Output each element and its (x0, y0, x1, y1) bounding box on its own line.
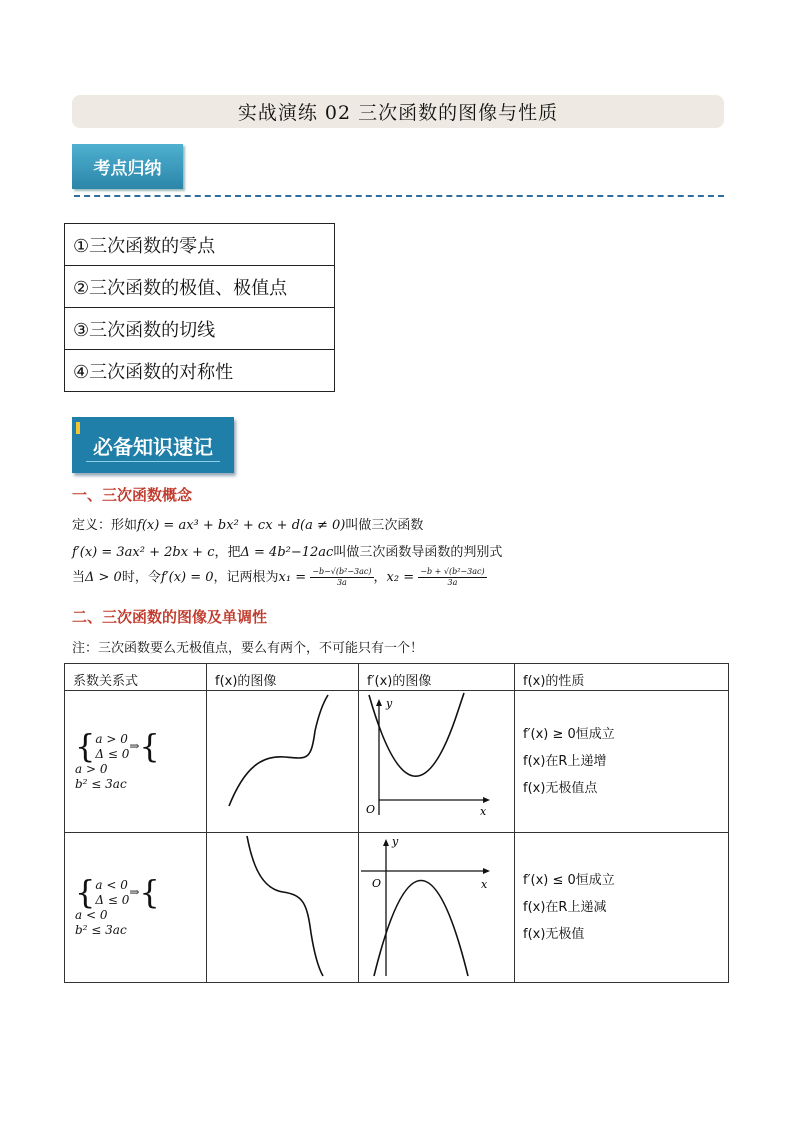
root-separator: ， (373, 570, 387, 585)
cond-line: a > 0 (75, 761, 108, 776)
properties-cell (515, 691, 729, 833)
fprime-graph-cell (359, 833, 515, 983)
properties-table (64, 663, 729, 983)
upward-parabola-graph (359, 691, 514, 828)
origin-label: O (372, 877, 382, 890)
note-line: 注：三次函数要么无极值点，要么有两个，不可能只有一个！ (72, 641, 424, 656)
cond-line: b² ≤ 3ac (75, 922, 127, 937)
when-suffix: ，记两根为 (213, 570, 279, 585)
fprime-graph-cell (359, 691, 515, 833)
implies-arrow: ⇒ (129, 885, 140, 899)
table-row (65, 691, 729, 833)
decreasing-cubic-graph (207, 833, 358, 978)
deriv-formula: f′(x) = 3ax² + 2bx + c (72, 545, 215, 560)
x2-fraction (418, 567, 486, 588)
dashed-divider (74, 195, 724, 197)
header-cell: f(x)的图像 (207, 664, 359, 691)
summary-badge-label: 考点归纳 (93, 159, 162, 179)
badge-tab-mark (76, 422, 80, 434)
cond-line: b² ≤ 3ac (75, 776, 127, 791)
property-item: f(x)在R上递增 (523, 754, 607, 769)
fx-graph-cell (207, 691, 359, 833)
implies-arrow: ⇒ (129, 739, 140, 753)
when-mid: 时，令 (121, 570, 161, 585)
def-suffix: 叫做三次函数 (345, 518, 424, 533)
header-cell: f(x)的性质 (515, 664, 729, 691)
deriv-suffix: 叫做三次函数导函数的判别式 (333, 545, 503, 560)
axis-x-label: x (480, 805, 487, 818)
fx-graph-cell (207, 833, 359, 983)
toc-item: ①三次函数的零点 (65, 224, 335, 266)
brace-icon: { (75, 727, 96, 766)
knowledge-badge-label: 必备知识速记 (93, 434, 213, 459)
title-bar (72, 95, 724, 128)
when-eq: f′(x) = 0 (160, 570, 214, 585)
header-cell: f′(x)的图像 (359, 664, 515, 691)
when-prefix: 当 (72, 570, 86, 585)
property-item: f′(x) ≤ 0恒成立 (523, 873, 615, 888)
cond-line: a > 0 (95, 731, 128, 746)
toc-item: ③三次函数的切线 (65, 308, 335, 350)
brace-icon: { (75, 873, 96, 912)
properties-list (515, 721, 728, 802)
downward-parabola-graph (359, 833, 514, 978)
section2-heading: 二、三次函数的图像及单调性 (72, 608, 268, 626)
x1-fraction (310, 567, 373, 588)
table-row (65, 833, 729, 983)
condition-expression (75, 873, 160, 937)
properties-list (515, 867, 728, 948)
roots-line (72, 566, 487, 588)
x1-denominator: 3a (336, 578, 347, 587)
property-item: f(x)无极值 (523, 927, 585, 942)
axis-y-label: y (386, 697, 393, 710)
when-cond: Δ > 0 (85, 570, 122, 585)
toc-item: ④三次函数的对称性 (65, 350, 335, 392)
condition-expression (75, 727, 160, 791)
property-item: f′(x) ≥ 0恒成立 (523, 727, 615, 742)
x2-numerator: −b + √(b²−3ac) (420, 567, 485, 576)
property-item: f(x)在R上递减 (523, 900, 607, 915)
def-formula: f(x) = ax³ + bx² + cx + d(a ≠ 0) (137, 518, 346, 533)
derivative-line (72, 541, 502, 560)
x1-label: x₁ = (278, 570, 307, 585)
summary-badge (72, 144, 183, 189)
brace-icon: { (139, 873, 160, 912)
property-item: f(x)无极值点 (523, 781, 598, 796)
deriv-mid: ，把 (214, 545, 241, 560)
disc-formula: Δ = 4b²−12ac (240, 545, 334, 560)
origin-label: O (366, 803, 376, 816)
knowledge-badge (72, 417, 234, 473)
axis-x-label: x (481, 878, 488, 891)
increasing-cubic-graph (207, 691, 358, 828)
condition-cell (65, 691, 207, 833)
cond-line: Δ ≤ 0 (95, 892, 130, 907)
page-title: 实战演练 02 三次函数的图像与性质 (237, 102, 559, 124)
cond-line: Δ ≤ 0 (95, 746, 130, 761)
x2-denominator: 3a (447, 578, 458, 587)
properties-cell (515, 833, 729, 983)
section1-heading: 一、三次函数概念 (72, 486, 193, 504)
header-cell: 系数关系式 (65, 664, 207, 691)
cond-line: a < 0 (75, 907, 108, 922)
toc-table (64, 223, 335, 392)
table-header-row (65, 664, 729, 691)
toc-item: ②三次函数的极值、极值点 (65, 266, 335, 308)
x1-numerator: −b−√(b²−3ac) (312, 567, 372, 576)
brace-icon: { (139, 727, 160, 766)
def-prefix: 定义：形如 (72, 518, 138, 533)
cond-line: a < 0 (95, 877, 128, 892)
definition-line (72, 514, 423, 533)
condition-cell (65, 833, 207, 983)
x2-label: x₂ = (386, 570, 415, 585)
axis-y-label: y (392, 835, 399, 848)
badge-underline (86, 461, 220, 462)
